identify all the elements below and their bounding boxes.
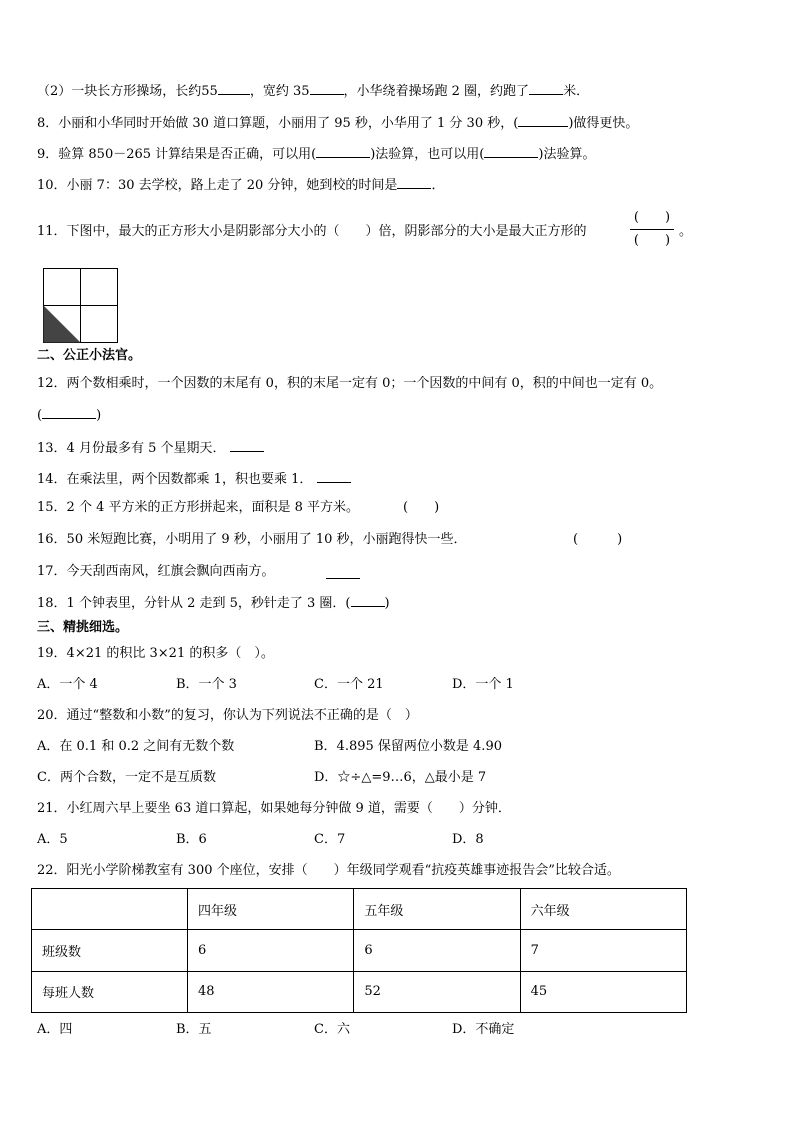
question-10 xyxy=(37,176,444,195)
q18-blank[interactable] xyxy=(351,594,385,607)
q14-blank[interactable] xyxy=(317,470,351,483)
q9-blank-2[interactable] xyxy=(484,145,538,158)
table-row xyxy=(32,930,687,971)
square-figure xyxy=(43,268,119,344)
q20-option-c[interactable]: C．两个合数，一定不是互质数 xyxy=(37,770,216,785)
table-cell: 6 xyxy=(354,930,520,971)
q16-answer-paren[interactable]: ( ) xyxy=(573,532,623,547)
table-header-cell: 六年级 xyxy=(520,889,686,930)
q7b-text-d: 米． xyxy=(563,84,590,99)
question-13 xyxy=(37,439,264,458)
q22-option-a[interactable]: A．四 xyxy=(37,1022,73,1037)
q7b-text-a: （2）一块长方形操场，长约55 xyxy=(37,84,218,99)
q10-text-b: ． xyxy=(431,178,445,193)
q21-option-d[interactable]: D．8 xyxy=(452,832,484,847)
q7b-blank-distance[interactable] xyxy=(529,82,563,95)
question-11 xyxy=(37,223,587,241)
table-cell: 48 xyxy=(188,971,354,1012)
q17-blank[interactable] xyxy=(326,566,360,579)
q21-option-a[interactable]: A．5 xyxy=(37,832,68,847)
section-3-heading: 三、精挑细选。 xyxy=(37,620,129,635)
q12-answer xyxy=(37,406,101,425)
q11-end-mark: 。 xyxy=(679,224,693,239)
table-row xyxy=(32,971,687,1012)
q13-text: 13．4 月份最多有 5 个星期天． xyxy=(37,441,226,456)
q19-option-a[interactable]: A．一个 4 xyxy=(37,677,98,692)
q20-option-b[interactable]: B．4.895 保留两位小数是 4.90 xyxy=(314,739,502,754)
q7b-text-b: ，宽约 35 xyxy=(249,84,310,99)
question-15: 15．2 个 4 平方米的正方形拼起来，面积是 8 平方米。 xyxy=(37,500,360,515)
q11-text: 11．下图中，最大的正方形大小是阴影部分大小的（ ）倍，阴影部分的大小是最大正方形的 xyxy=(37,224,587,239)
shaded-triangle xyxy=(44,306,81,343)
q21-option-b[interactable]: B．6 xyxy=(176,832,207,847)
q19-option-c[interactable]: C．一个 21 xyxy=(314,677,384,692)
q12-paren-left: ( xyxy=(37,408,43,423)
section-2-heading: 二、公正小法官。 xyxy=(37,348,142,363)
table-header-cell: 四年级 xyxy=(188,889,354,930)
q7b-blank-width-unit[interactable] xyxy=(310,82,344,95)
question-12: 12．两个数相乘时，一个因数的末尾有 0，积的末尾一定有 0；一个因数的中间有 0，积的中间也一定有 0。 xyxy=(37,376,663,391)
question-8 xyxy=(37,114,638,133)
q18-paren-right: ) xyxy=(384,596,390,611)
q15-answer-paren[interactable]: ( ) xyxy=(403,500,440,515)
question-17: 17．今天刮西南风，红旗会飘向西南方。 xyxy=(37,564,275,579)
q20-option-a[interactable]: A．在 0.1 和 0.2 之间有无数个数 xyxy=(37,739,235,754)
q20-option-d[interactable]: D．☆÷△=9…6，△最小是 7 xyxy=(314,770,487,785)
question-20: 20．通过“整数和小数”的复习，你认为下列说法不正确的是（ ） xyxy=(37,708,418,723)
question-14 xyxy=(37,470,351,489)
q12-blank[interactable] xyxy=(42,406,96,419)
table-cell: 每班人数 xyxy=(32,971,188,1012)
fraction-denominator[interactable]: ( ) xyxy=(633,233,671,248)
q22-option-d[interactable]: D．不确定 xyxy=(452,1022,515,1037)
q10-text-a: 10．小丽 7：30 去学校，路上走了 20 分钟，她到校的时间是 xyxy=(37,178,398,193)
q22-option-c[interactable]: C．六 xyxy=(314,1022,350,1037)
table-cell xyxy=(32,889,188,930)
question-21: 21．小红周六早上要坐 63 道口算起，如果她每分钟做 9 道，需要（ ）分钟． xyxy=(37,801,511,816)
table-header-row xyxy=(32,889,687,930)
q7b-blank-length-unit[interactable] xyxy=(218,82,250,95)
q10-blank[interactable] xyxy=(397,176,431,189)
table-cell: 45 xyxy=(520,971,686,1012)
table-cell: 7 xyxy=(520,930,686,971)
question-9 xyxy=(37,145,595,164)
q12-paren-right: ) xyxy=(96,408,102,423)
fraction-numerator[interactable]: ( ) xyxy=(633,210,671,225)
q8-blank[interactable] xyxy=(518,114,568,127)
question-18 xyxy=(37,594,390,613)
q11-fraction xyxy=(628,210,676,250)
table-cell: 6 xyxy=(188,930,354,971)
q9-text-a: 9．验算 850－265 计算结果是否正确，可以用( xyxy=(37,147,317,162)
question-16: 16．50 米短跑比赛，小明用了 9 秒，小丽用了 10 秒，小丽跑得快一些． xyxy=(37,532,467,547)
q7b-text-c: ，小华绕着操场跑 2 圈，约跑了 xyxy=(343,84,530,99)
q21-option-c[interactable]: C．7 xyxy=(314,832,346,847)
q19-option-b[interactable]: B．一个 3 xyxy=(176,677,237,692)
q9-blank-1[interactable] xyxy=(316,145,370,158)
q9-text-b: )法验算，也可以用( xyxy=(370,147,485,162)
fraction-bar xyxy=(630,229,674,230)
table-header-cell: 五年级 xyxy=(354,889,520,930)
question-7-2 xyxy=(37,82,589,101)
grade-table xyxy=(31,888,687,1013)
table-cell: 班级数 xyxy=(32,930,188,971)
question-19: 19．4×21 的积比 3×21 的积多（ ）。 xyxy=(37,646,274,661)
q22-option-b[interactable]: B．五 xyxy=(176,1022,212,1037)
q8-text-b: )做得更快。 xyxy=(568,116,639,131)
q13-blank[interactable] xyxy=(230,439,264,452)
q14-text: 14．在乘法里，两个因数都乘 1，积也要乘 1． xyxy=(37,472,313,487)
q19-option-d[interactable]: D．一个 1 xyxy=(452,677,514,692)
question-22: 22．阳光小学阶梯教室有 300 个座位，安排（ ）年级同学观看“抗疫英雄事迹报告会”比较合适。 xyxy=(37,863,620,878)
table-cell: 52 xyxy=(354,971,520,1012)
q8-text-a: 8．小丽和小华同时开始做 30 道口算题，小丽用了 95 秒，小华用了 1 分 30 秒，( xyxy=(37,116,519,131)
q18-text: 18．1 个钟表里，分针从 2 走到 5，秒针走了 3 圈．( xyxy=(37,596,351,611)
q9-text-c: )法验算。 xyxy=(538,147,596,162)
